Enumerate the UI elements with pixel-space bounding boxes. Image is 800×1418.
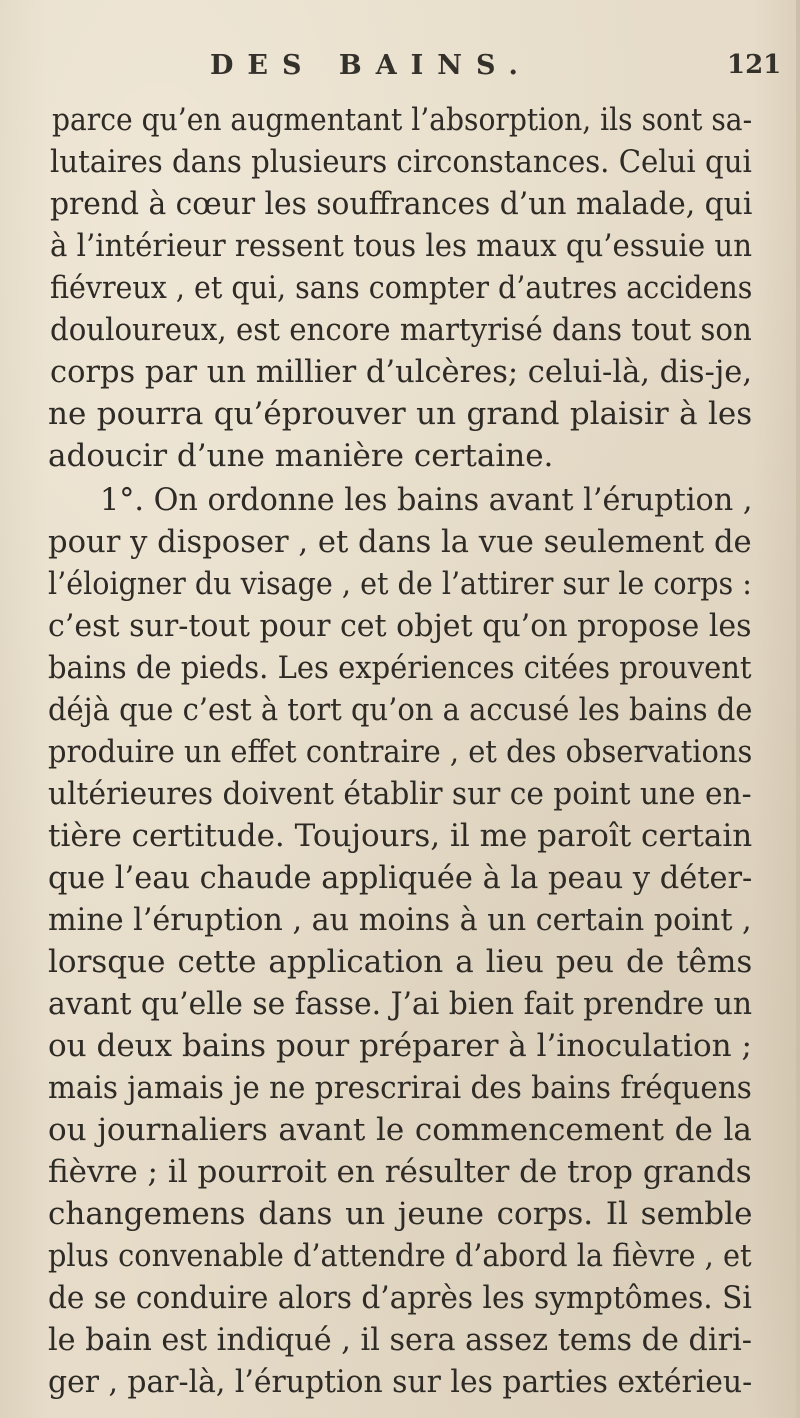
text-line: le bain est indiqué , il sera assez tems de diri- (48, 1322, 752, 1358)
text-line: c’est sur-tout pour cet objet qu’on propose les (48, 608, 752, 644)
text-line: ultérieures doivent établir sur ce point une en- (48, 776, 752, 812)
text-line: lorsque cette application a lieu peu de têms (48, 944, 753, 980)
text-line: bains de pieds. Les expériences citées prouvent (48, 650, 752, 686)
text-line: fièvre ; il pourroit en résulter de trop grands (48, 1154, 752, 1190)
text-line: de se conduire alors d’après les symptômes. Si (48, 1280, 752, 1316)
text-line: 1°. On ordonne les bains avant l’éruption , (100, 482, 753, 518)
page-edge-shadow (796, 0, 800, 1418)
text-line: tière certitude. Toujours, il me paroît certain (48, 818, 753, 854)
text-line: ger , par-là, l’éruption sur les parties extérieu- (48, 1364, 753, 1400)
text-line: déjà que c’est à tort qu’on a accusé les bains de (48, 692, 753, 728)
text-line: ou journaliers avant le commencement de la (48, 1112, 752, 1148)
text-line: prend à cœur les souffrances d’un malade, qui (50, 186, 753, 222)
page-number: 121 (727, 50, 782, 80)
text-line: douloureux, est encore martyrisé dans tout son (50, 312, 752, 348)
text-line: ou deux bains pour préparer à l’inoculation ; (48, 1028, 752, 1064)
text-line: changemens dans un jeune corps. Il semble (48, 1196, 753, 1232)
text-line: mais jamais je ne prescrirai des bains fréquens (48, 1070, 752, 1106)
text-line: à l’intérieur ressent tous les maux qu’essuie un (50, 228, 752, 264)
text-line: adoucir d’une manière certaine. (48, 438, 554, 474)
text-line: corps par un millier d’ulcères; celui-là, dis-je, (50, 354, 753, 390)
text-line: produire un effet contraire , et des observations (48, 734, 753, 770)
text-line: lutaires dans plusieurs circonstances. Celui qui (50, 144, 752, 180)
text-line: parce qu’en augmentant l’absorption, ils sont sa- (52, 102, 753, 138)
text-line: l’éloigner du visage , et de l’attirer sur le corps : (48, 566, 752, 602)
text-line: fiévreux , et qui, sans compter d’autres accidens (50, 270, 753, 306)
text-line: plus convenable d’attendre d’abord la fièvre , et (48, 1238, 752, 1274)
text-line: mine l’éruption , au moins à un certain point , (48, 902, 752, 938)
running-head (0, 50, 800, 90)
text-line: que l’eau chaude appliquée à la peau y déter- (48, 860, 753, 896)
running-title: DES BAINS. (210, 50, 532, 81)
text-line: pour y disposer , et dans la vue seulement de (48, 524, 752, 560)
text-line: ne pourra qu’éprouver un grand plaisir à les (48, 396, 753, 432)
text-line: avant qu’elle se fasse. J’ai bien fait prendre un (48, 986, 753, 1022)
